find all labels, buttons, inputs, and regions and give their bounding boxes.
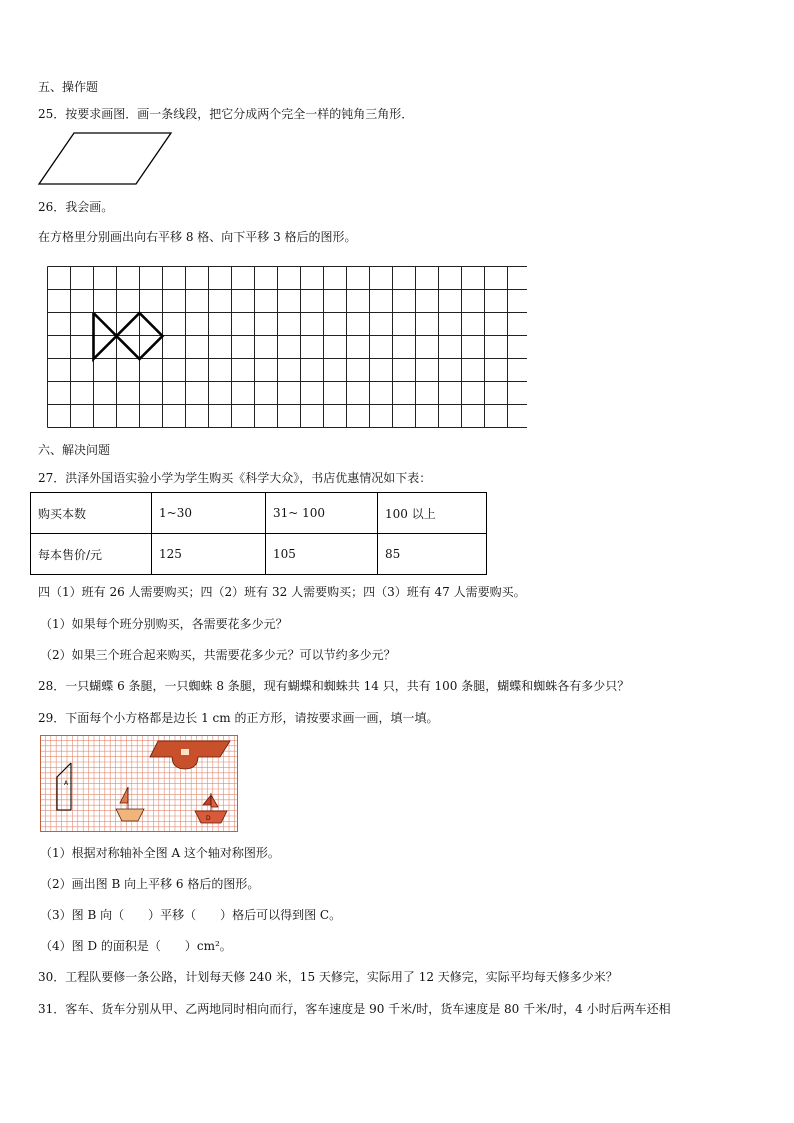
table-row — [31, 493, 487, 534]
table-cell: 31~ 100 — [266, 493, 378, 534]
question-29-sub1: （1）根据对称轴补全图 A 这个轴对称图形。 — [40, 846, 280, 860]
table-cell: 105 — [266, 534, 378, 575]
label-d: D — [206, 815, 211, 822]
q29-grid-figure — [40, 735, 240, 833]
translation-grid — [47, 266, 527, 431]
question-29: 29．下面每个小方格都是边长 1 cm 的正方形，请按要求画一画，填一填。 — [38, 711, 439, 725]
question-28: 28．一只蝴蝶 6 条腿，一只蜘蛛 8 条腿，现有蝴蝶和蜘蛛共 14 只，共有 100 条腿，蝴蝶和蜘蛛各有多少只？ — [38, 679, 630, 693]
question-27: 27．洪泽外国语实验小学为学生购买《科学大众》，书店优惠情况如下表： — [38, 471, 432, 485]
table-row — [31, 534, 487, 575]
table-cell: 购买本数 — [31, 493, 152, 534]
section6-heading: 六、解决问题 — [38, 443, 111, 457]
question-29-sub4: （4）图 D 的面积是（ ）cm²。 — [40, 939, 232, 953]
table-cell: 85 — [378, 534, 487, 575]
table-cell: 100 以上 — [378, 493, 487, 534]
question-27-sub1: （1）如果每个班分别购买，各需要花多少元？ — [40, 617, 288, 631]
question-31: 31．客车、货车分别从甲、乙两地同时相向而行，客车速度是 90 千米/时，货车速度是 80 千米/时，4 小时后两车还相 — [38, 1002, 671, 1016]
question-30: 30．工程队要修一条公路，计划每天修 240 米，15 天修完，实际用了 12 天修完，实际平均每天修多少米？ — [38, 970, 618, 984]
question-25: 25．按要求画图．画一条线段，把它分成两个完全一样的钝角三角形． — [38, 107, 414, 121]
table-cell: 1~30 — [152, 493, 266, 534]
figure-b — [116, 787, 144, 821]
table-cell: 125 — [152, 534, 266, 575]
label-a: A — [64, 780, 69, 787]
parallelogram-figure — [36, 130, 176, 188]
discount-table — [30, 492, 487, 575]
figure-d — [195, 793, 227, 823]
question-27-info: 四（1）班有 26 人需要购买；四（2）班有 32 人需要购买；四（3）班有 47 人需要购买。 — [38, 585, 526, 599]
question-26-instruction: 在方格里分别画出向右平移 8 格、向下平移 3 格后的图形。 — [38, 230, 357, 244]
question-29-sub2: （2）画出图 B 向上平移 6 格后的图形。 — [40, 877, 260, 891]
question-26-title: 26．我会画。 — [38, 200, 114, 214]
section5-heading: 五、操作题 — [38, 80, 99, 94]
question-27-sub2: （2）如果三个班合起来购买，共需要花多少元？可以节约多少元？ — [40, 648, 396, 662]
question-29-sub3: （3）图 B 向（ ）平移（ ）格后可以得到图 C。 — [40, 908, 342, 922]
table-cell: 每本售价/元 — [31, 534, 152, 575]
